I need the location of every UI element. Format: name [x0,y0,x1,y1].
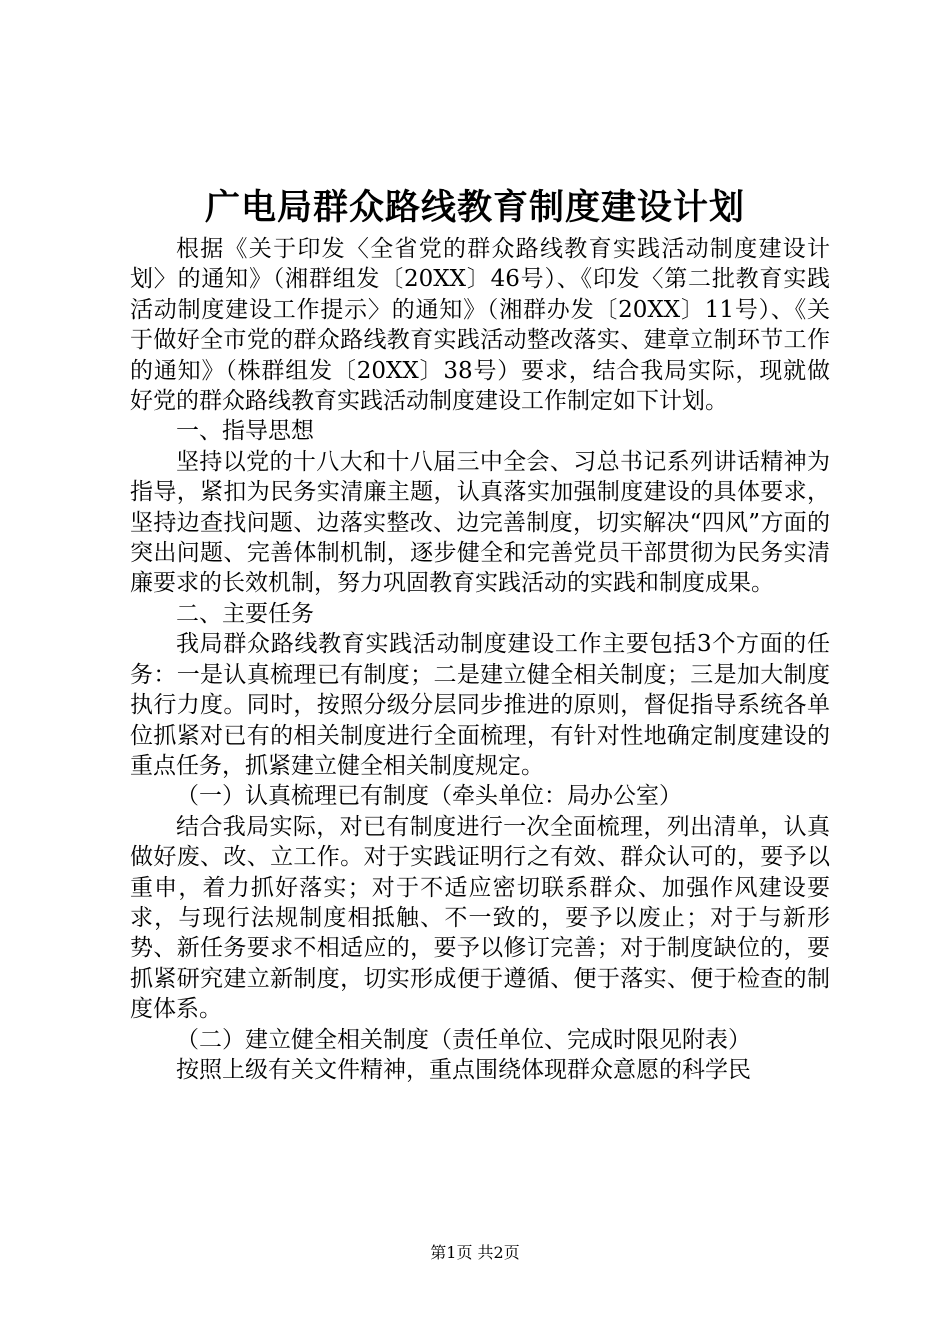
paragraph-establish-systems: 按照上级有关文件精神，重点围绕体现群众意愿的科学民 [176,1056,751,1083]
document-title: 广电局群众路线教育制度建设计划 [204,187,745,228]
paragraph-guiding-ideology: 坚持以党的十八大和十八届三中全会、习总书记系列讲话精神为指导，紧扣为民务实清廉主题，认真落实加强制度建设的具体要求，坚持边查找问题、边落实整改、边完善制度，切实解决“四风”方面的突出问题、完善体制机制，逐步健全和完善党员干部贯彻为民务实清廉要求的长效机制，努力巩固教育实践活动的实践和制度成果。 [130,448,830,597]
paragraph-intro: 根据《关于印发〈全省党的群众路线教育实践活动制度建设计划〉的通知》（湘群组发〔20XX〕46号）、《印发〈第二批教育实践活动制度建设工作提示〉的通知》（湘群办发〔20XX〕11号）、《关于做好全市党的群众路线教育实践活动整改落实、建章立制环节工作的通知》（株群组发〔20XX〕38号）要求，结合我局实际，现就做好党的群众路线教育实践活动制度建设工作制定如下计划。 [130,236,830,415]
section-heading-guiding-ideology: 一、指导思想 [176,418,314,445]
section-heading-main-tasks: 二、主要任务 [176,600,314,627]
document-body [130,234,830,1085]
page-footer: 第1页 共2页 [430,1243,520,1262]
paragraph-review-systems: 结合我局实际，对已有制度进行一次全面梳理，列出清单，认真做好废、改、立工作。对于实践证明行之有效、群众认可的，要予以重申，着力抓好落实；对于不适应密切联系群众、加强作风建设要求，与现行法规制度相抵触、不一致的，要予以废止；对于与新形势、新任务要求不相适应的，要予以修订完善；对于制度缺位的，要抓紧研究建立新制度，切实形成便于遵循、便于落实、便于检查的制度体系。 [130,813,830,1023]
subsection-heading-review-systems: （一）认真梳理已有制度（牵头单位：局办公室） [176,783,682,810]
paragraph-main-tasks: 我局群众路线教育实践活动制度建设工作主要包括3个方面的任务：一是认真梳理已有制度；二是建立健全相关制度；三是加大制度执行力度。同时，按照分级分层同步推进的原则，督促指导系统各单位抓紧对已有的相关制度进行全面梳理，有针对性地确定制度建设的重点任务，抓紧建立健全相关制度规定。 [130,631,830,779]
subsection-heading-establish-systems: （二）建立健全相关制度（责任单位、完成时限见附表） [176,1026,751,1053]
